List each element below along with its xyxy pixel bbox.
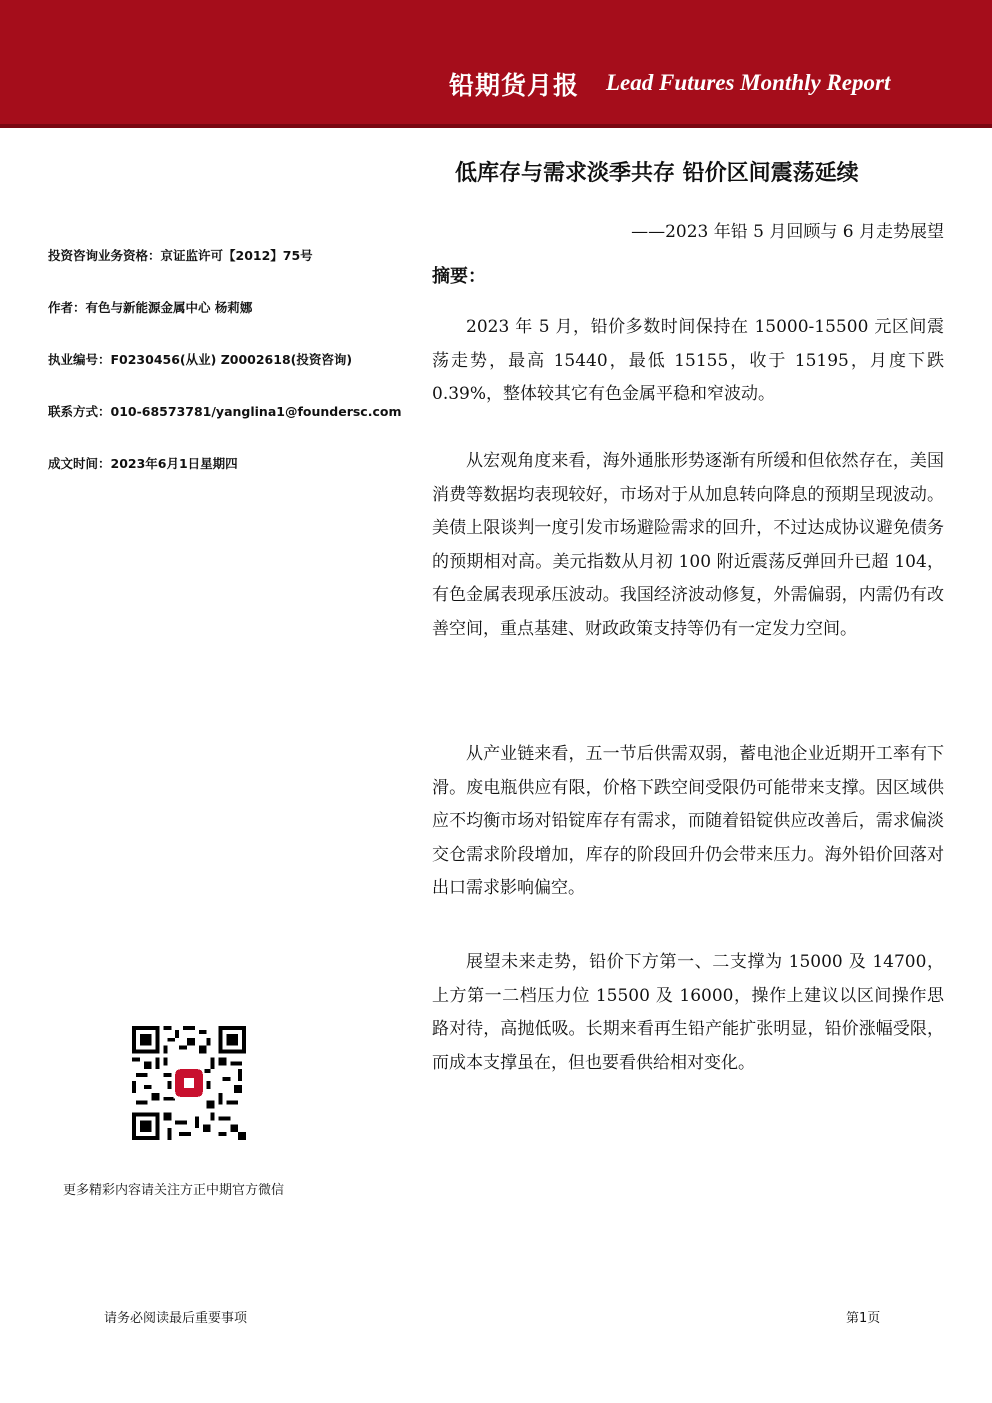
author-text: 作者：有色与新能源金属中心 杨莉娜 [48,300,253,315]
qr-code-icon[interactable] [132,1026,246,1140]
header-divider [0,124,992,128]
license-text: 执业编号：F0230456(从业) Z0002618(投资咨询) [48,352,353,367]
abstract-heading: 摘要： [432,266,486,287]
abstract-paragraph: 从宏观角度来看，海外通胀形势逐渐有所缓和但依然存在，美国消费等数据均表现较好，市场对于从加息转向降息的预期呈现波动。美债上限谈判一度引发市场避险需求的回升，不过达成协议避免债务的预期相对高。美元指数从月初 100 附近震荡反弹回升已超 104，有色金属表现承压波动。我国经济波动修复，外需偏弱，内需仍有改善空间，重点基建、财政政策支持等仍有一定发力空间。 [432,451,944,639]
footer-disclaimer: 请务必阅读最后重要事项 [104,1311,248,1326]
date-text: 成文时间：2023年6月1日星期四 [48,456,238,471]
report-subtitle: ——2023 年铅 5 月回顾与 6 月走势展望 [631,222,944,242]
report-title: 低库存与需求淡季共存 铅价区间震荡延续 [455,161,859,186]
report-series-title-en: Lead Futures Monthly Report [606,70,891,95]
abstract-paragraph: 展望未来走势，铅价下方第一、二支撑为 15000 及 14700，上方第一二档压力位 15500 及 16000，操作上建议以区间操作思路对待，高抛低吸。长期来看再生铅产能扩张明显，铅价涨幅受限，而成本支撑虽在，但也要看供给相对变化。 [432,952,944,1073]
abstract-paragraph: 2023 年 5 月，铅价多数时间保持在 15000-15500 元区间震荡走势，最高 15440，最低 15155，收于 15195，月度下跌 0.39%，整体较其它有色金属平稳和窄波动。 [432,317,944,404]
qr-caption: 更多精彩内容请关注方正中期官方微信 [63,1183,285,1198]
header-banner [0,0,992,124]
page-number: 第1页 [846,1311,881,1326]
abstract-paragraph: 从产业链来看，五一节后供需双弱，蓄电池企业近期开工率有下滑。废电瓶供应有限，价格下跌空间受限仍可能带来支撑。因区域供应不均衡市场对铅锭库存有需求，而随着铅锭供应改善后，需求偏淡交仓需求阶段增加，库存的阶段回升仍会带来压力。海外铅价回落对出口需求影响偏空。 [432,744,944,898]
qualification-text: 投资咨询业务资格：京证监许可【2012】75号 [48,248,313,263]
report-series-title: 铅期货月报 [449,71,580,100]
contact-text: 联系方式：010-68573781/yanglina1@foundersc.com [48,404,402,419]
